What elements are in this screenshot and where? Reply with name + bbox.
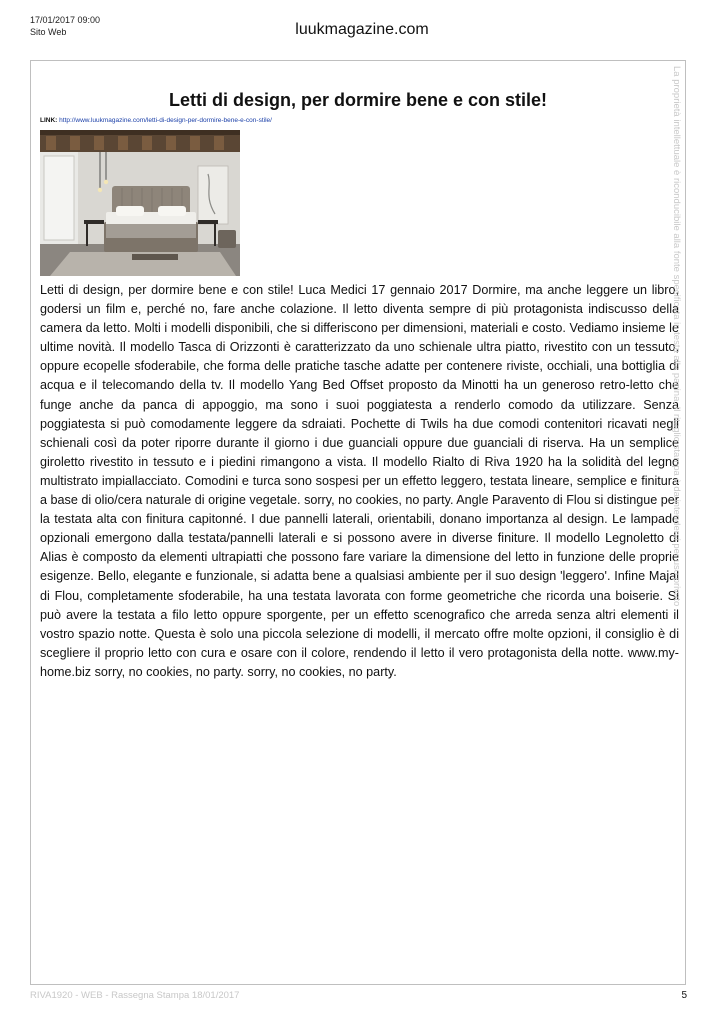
clipping-date: 17/01/2017 09:00 — [30, 15, 101, 25]
copyright-notice: La proprietà intellettuale è riconducibile alla fonte specificata in testa alla pagina. Il ritaglio stampa è da intendersi per uso privato — [671, 66, 682, 607]
article-body: Letti di design, per dormire bene e con stile! Luca Medici 17 gennaio 2017 Dormire, ma anche leggere un libro, godersi un film e, perché no, fare anche colazione. Il letto diventa sempre di più protagonista indiscusso della camera da letto. Molti i modelli disponibili, che si differiscono per dimensioni, materiali e costo. Vediamo insieme le ultime novità. Il modello Tasca di Orizzonti è caratterizzato da uno schienale ultra piatto, rivestito con un tessuto, oppure ecopelle sfoderabile, che forma delle pratiche tasche adatte per contenere riviste, occhiali, una bottiglia di acqua e il telecomando della tv. Il modello Yang Bed Offset proposto da Minotti ha un generoso retro-letto che funge anche da panca di appoggio, ma sono i suoi poggiatesta a renderlo comodo da utilizzare. Senza poggiatesta si può comodamente leggere da sdraiati. Pochette di Twils ha due comodi contenitori ricavati negli schienali così da poter riporre durante il giorno i due guanciali oppure due guanciali di riserva. Ha un semplice giroletto rivestito in tessuto e i piedini rimangono a vista. Il modello Rialto di Riva 1920 ha la solidità del legno multistrato impiallacciato. Comodini e turca sono sospesi per un effetto leggero, testata lineare, semplice e finitura a base di olio/cera naturale di origine vegetale. sorry, no cookies, no party. Angle Paravento di Flou si distingue per la testata alta con finitura capitonné. I due pannelli laterali, orientabili, donano importanza al design. Le lampade opzionali emergono dalla testata/pannelli laterali e si possono avere in diverse finiture. Il modello Legnoletto di Alias è composto da elementi ultrapiatti che possono fare variare la dimensione del letto in funzione delle proprie esigenze. Bello, elegante e funzionale, si adatta bene a qualsiasi ambiente per il suo design 'leggero'. Infine Majal di Flou, completamente sfoderabile, ha una testata lavorata con forme geometriche che ricorda una boiserie. Si può avere la testata a filo letto oppure sporgente, per un effetto scenografico che arreda senza altri elementi il vostro spazio notte. Questa è solo una piccola selezione di modelli, il mercato offre molte opzioni, il consiglio è di scegliere il proprio letto con cura e osare con il colore, rendendo il letto il vero protagonista della notte. www.my-home.biz sorry, no cookies, no party. sorry, no cookies, no party. — [40, 283, 679, 679]
page-number: 5 — [681, 990, 687, 1001]
article-link-line — [40, 117, 272, 124]
bedroom-photo — [40, 130, 240, 276]
article-link[interactable]: http://www.luukmagazine.com/letti-di-design-per-dormire-bene-e-con-stile/ — [59, 117, 272, 124]
link-label: LINK: — [40, 117, 58, 124]
source-type: Sito Web — [30, 27, 67, 37]
article-title: Letti di design, per dormire bene e con stile! — [168, 90, 548, 110]
source-site: luukmagazine.com — [295, 21, 429, 38]
press-review-footer: RIVA1920 - WEB - Rassegna Stampa 18/01/2017 — [30, 990, 240, 1001]
